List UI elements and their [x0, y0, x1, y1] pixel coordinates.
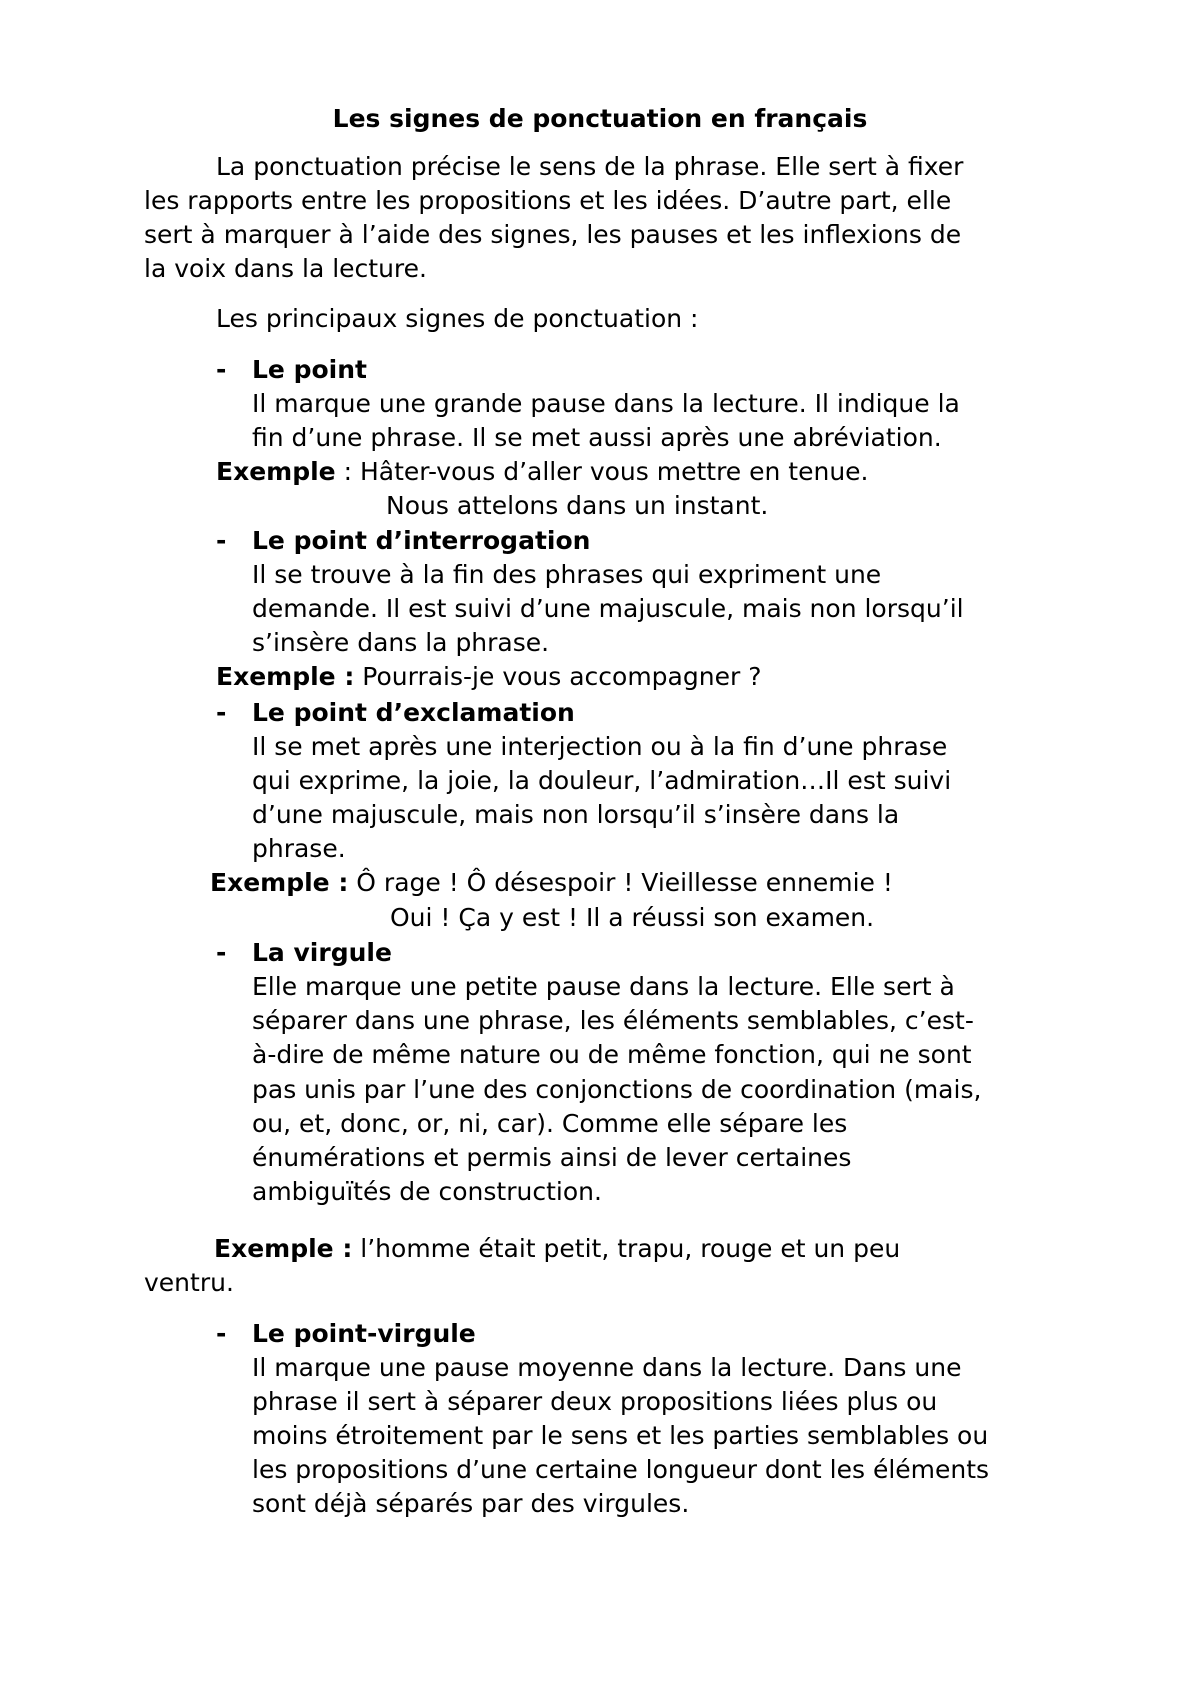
intro-line: sert à marquer à l’aide des signes, les pauses et les inflexions de	[144, 220, 962, 249]
section-line: Il se met après une interjection ou à la fin d’une phrase	[252, 732, 948, 761]
example-line	[216, 455, 869, 489]
example-line-2: Nous attelons dans un instant.	[386, 491, 769, 520]
section-heading-virgule: La virgule	[252, 938, 392, 967]
section-heading-interrogation: Le point d’interrogation	[252, 526, 591, 555]
section-line: Elle marque une petite pause dans la lecture. Elle sert à	[252, 972, 955, 1001]
example-label: Exemple	[216, 457, 336, 486]
example-label: Exemple :	[210, 868, 349, 897]
section-line: s’insère dans la phrase.	[252, 628, 550, 657]
example-line	[210, 866, 893, 900]
section-line: Il marque une pause moyenne dans la lecture. Dans une	[252, 1353, 962, 1382]
intro-line: la voix dans la lecture.	[144, 254, 427, 283]
example-text: : Hâter-vous d’aller vous mettre en tenue.	[335, 457, 869, 486]
section-heading-exclamation: Le point d’exclamation	[252, 698, 575, 727]
section-line: d’une majuscule, mais non lorsqu’il s’insère dans la	[252, 800, 900, 829]
section-line: Il marque une grande pause dans la lecture. Il indique la	[252, 389, 960, 418]
bullet-dash: -	[216, 698, 227, 727]
intro-line: La ponctuation précise le sens de la phrase. Elle sert à fixer	[216, 152, 964, 181]
section-line: fin d’une phrase. Il se met aussi après une abréviation.	[252, 423, 942, 452]
section-line: les propositions d’une certaine longueur dont les éléments	[252, 1455, 990, 1484]
bullet-dash: -	[216, 526, 227, 555]
principal-heading: Les principaux signes de ponctuation :	[216, 304, 699, 333]
example-text: Ô rage ! Ô désespoir ! Vieillesse ennemie !	[348, 868, 893, 897]
section-line: ambiguïtés de construction.	[252, 1177, 602, 1206]
section-heading-point-virgule: Le point-virgule	[252, 1319, 476, 1348]
section-line: énumérations et permis ainsi de lever certaines	[252, 1143, 852, 1172]
section-line: phrase il sert à séparer deux propositions liées plus ou	[252, 1387, 938, 1416]
example-text: Pourrais-je vous accompagner ?	[354, 662, 762, 691]
bullet-dash: -	[216, 1319, 227, 1348]
section-line: phrase.	[252, 834, 346, 863]
example-line-2: Oui ! Ça y est ! Il a réussi son examen.	[390, 903, 875, 932]
example-label: Exemple :	[216, 662, 355, 691]
example-text: l’homme était petit, trapu, rouge et un peu	[352, 1234, 901, 1263]
section-line: qui exprime, la joie, la douleur, l’admiration…Il est suivi	[252, 766, 952, 795]
example-label: Exemple :	[214, 1234, 353, 1263]
section-line: Il se trouve à la fin des phrases qui expriment une	[252, 560, 882, 589]
bullet-dash: -	[216, 938, 227, 967]
example-line-2: ventru.	[144, 1268, 234, 1297]
section-line: pas unis par l’une des conjonctions de coordination (mais,	[252, 1075, 982, 1104]
section-line: moins étroitement par le sens et les parties semblables ou	[252, 1421, 989, 1450]
section-line: sont déjà séparés par des virgules.	[252, 1489, 690, 1518]
document-title: Les signes de ponctuation en français	[332, 104, 868, 133]
intro-line: les rapports entre les propositions et les idées. D’autre part, elle	[144, 186, 952, 215]
section-line: à-dire de même nature ou de même fonction, qui ne sont	[252, 1040, 972, 1069]
section-line: séparer dans une phrase, les éléments semblables, c’est-	[252, 1006, 974, 1035]
section-heading-point: Le point	[252, 355, 367, 384]
example-line	[214, 1232, 900, 1266]
example-line	[216, 660, 761, 694]
bullet-dash: -	[216, 355, 227, 384]
section-line: ou, et, donc, or, ni, car). Comme elle sépare les	[252, 1109, 848, 1138]
section-line: demande. Il est suivi d’une majuscule, mais non lorsqu’il	[252, 594, 964, 623]
